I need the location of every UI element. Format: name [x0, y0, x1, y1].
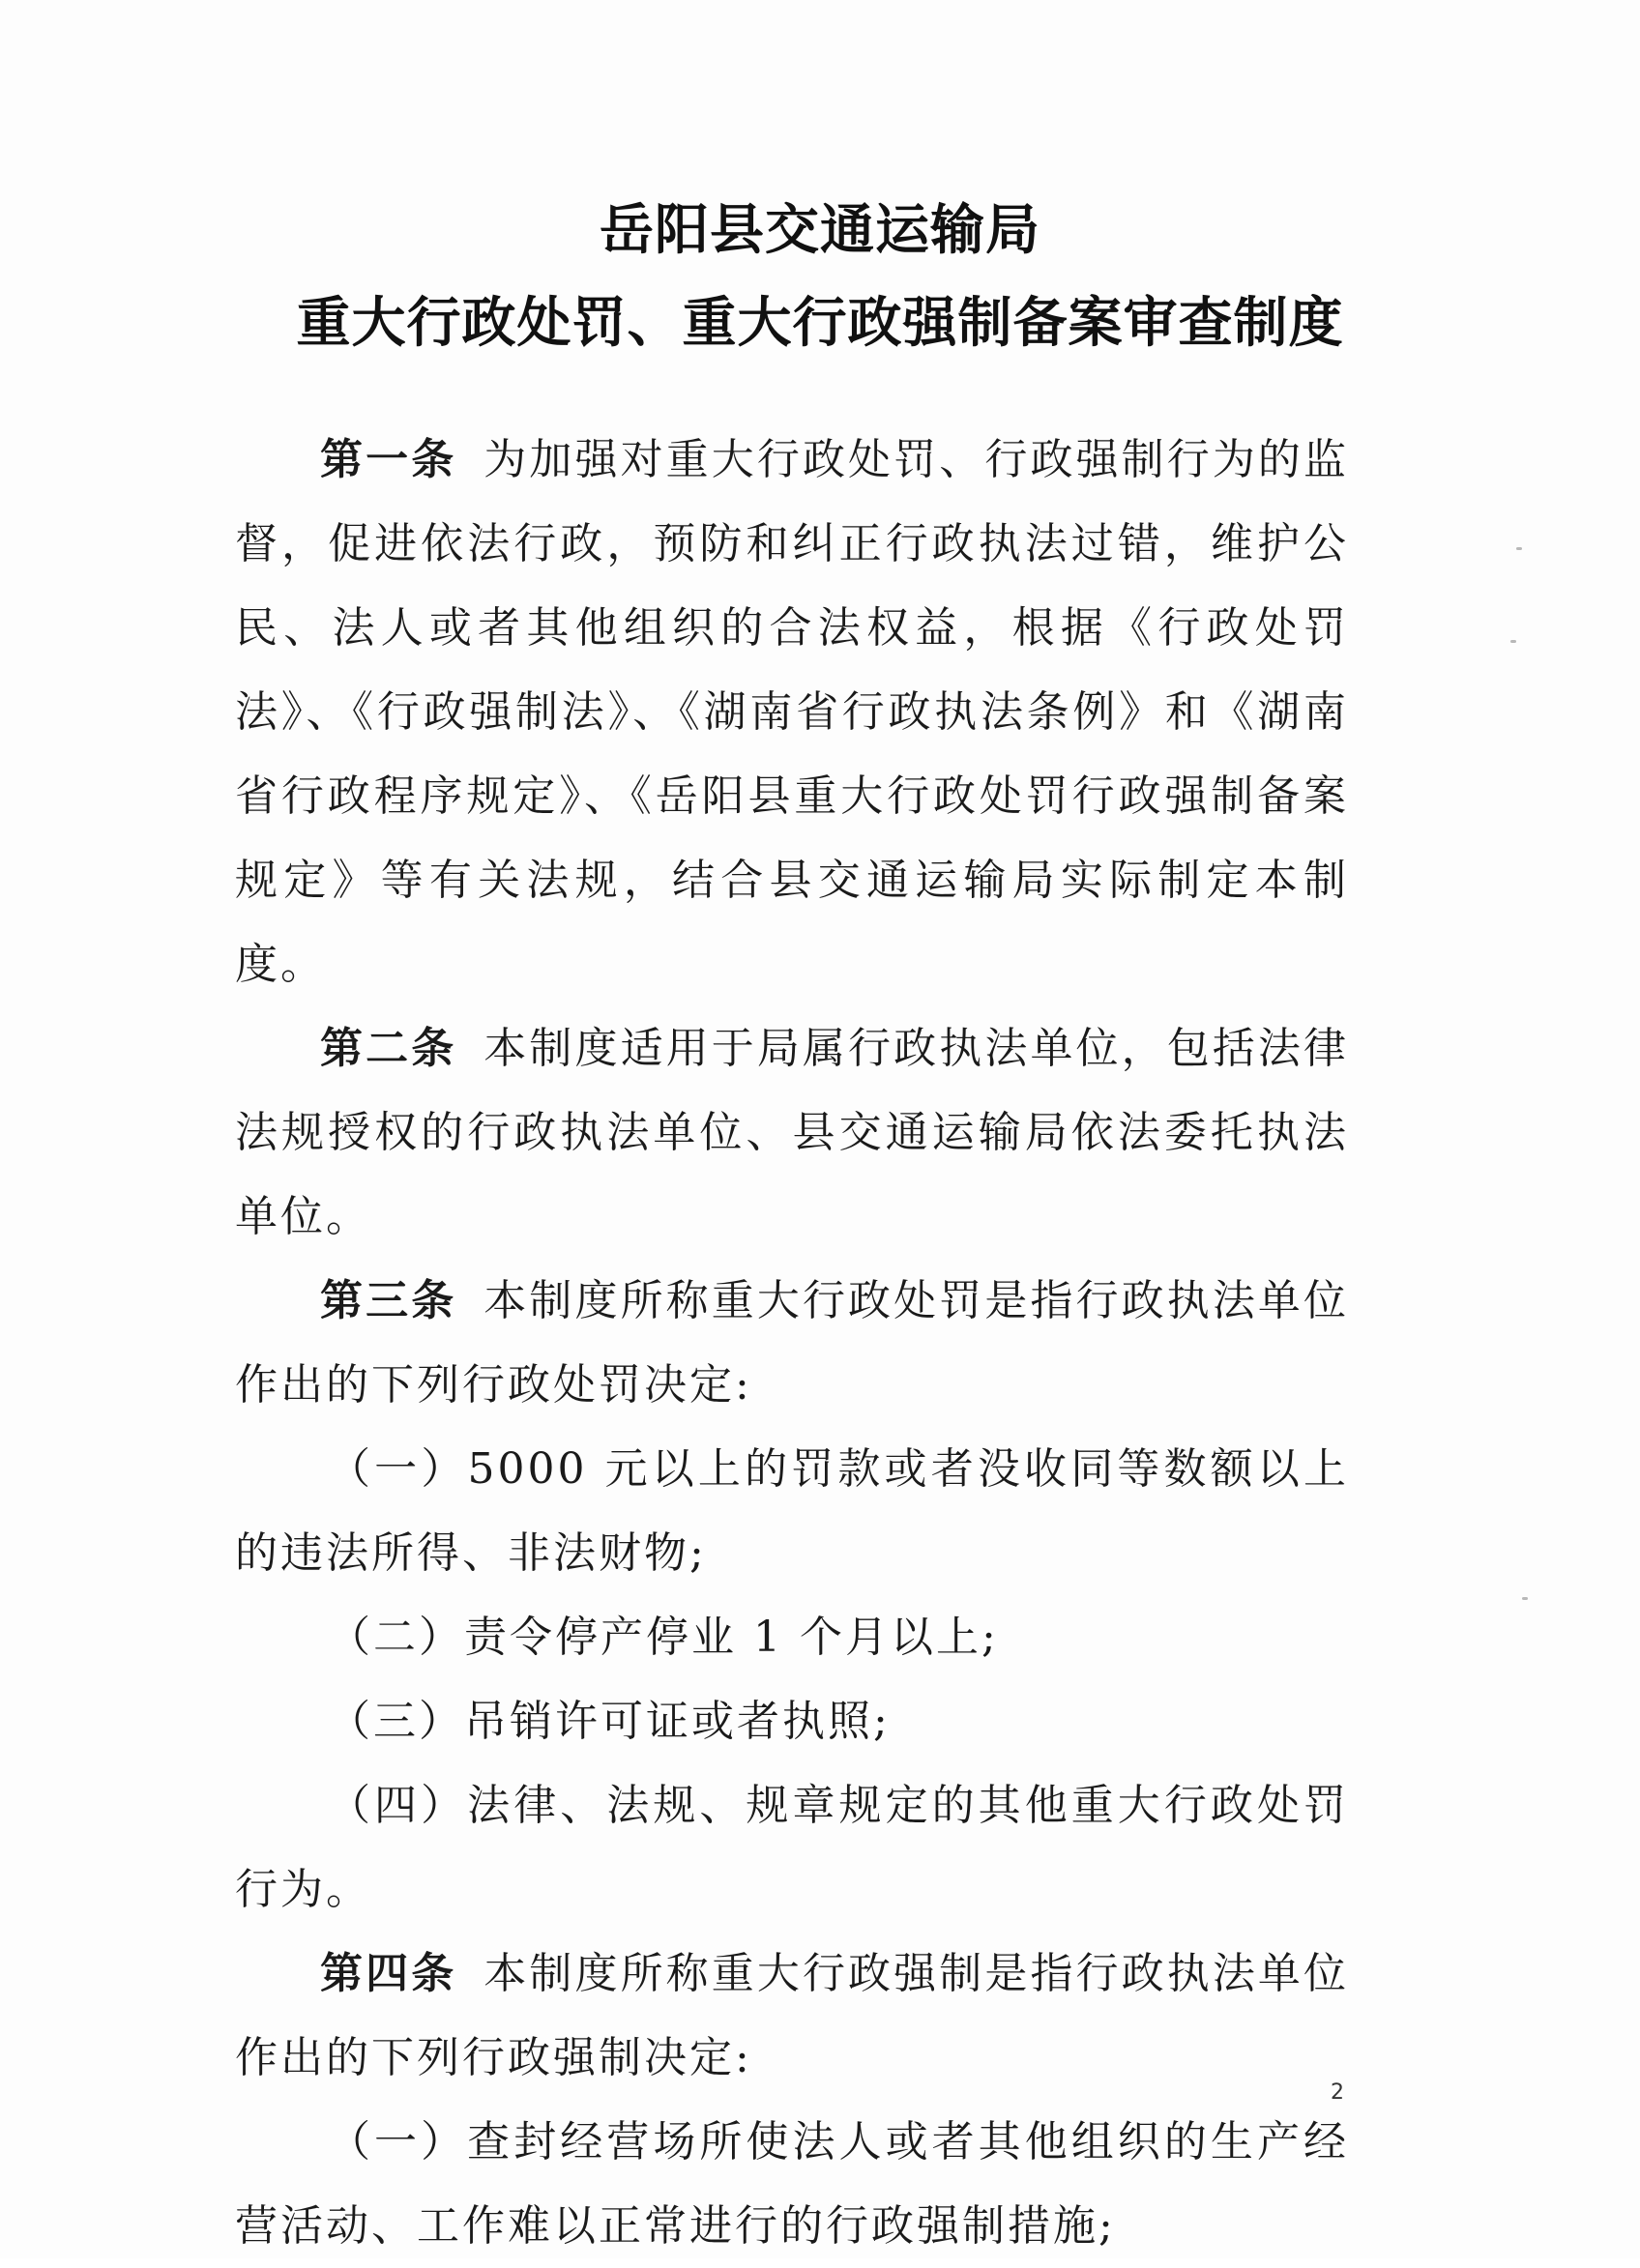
article-2-label: 第二条 — [320, 1024, 457, 1073]
article-4-label: 第四条 — [320, 1949, 457, 1998]
article-3-item-3: （三）吊销许可证或者执照; — [328, 1697, 891, 1746]
article-4-item-1: （一）查封经营场所使法人或者其他组织的生产经营活动、工作难以正常进行的行政强制措施; — [235, 2117, 1349, 2251]
article-2-text: 本制度适用于局属行政执法单位，包括法律法规授权的行政执法单位、县交通运输局依法委托执法单位。 — [235, 1024, 1350, 1241]
title-line-1: 岳阳县交通运输局 — [600, 198, 1040, 262]
scan-speck — [1522, 1597, 1528, 1600]
document-body — [235, 418, 1349, 2268]
article-2 — [235, 1006, 1349, 1259]
article-3-item-1: （一）5000 元以上的罚款或者没收同等数额以上的违法所得、非法财物; — [235, 1444, 1349, 1578]
article-3-item-4: （四）法律、法规、规章规定的其他重大行政处罚行为。 — [235, 1781, 1349, 1914]
scan-speck — [1510, 640, 1516, 643]
article-3-label: 第三条 — [320, 1276, 457, 1325]
article-3 — [235, 1259, 1349, 1427]
scan-speck — [1516, 547, 1522, 550]
article-1-text: 为加强对重大行政处罚、行政强制行为的监督，促进依法行政，预防和纠正行政执法过错，维护公民、法人或者其他组织的合法权益，根据《行政处罚法》、《行政强制法》、《湖南省行政执法条例》和《湖南省行政程序规定》、《岳阳县重大行政处罚行政强制备案规定》等有关法规，结合县交通运输局实际制定本制度。 — [235, 435, 1350, 989]
article-3-text: 本制度所称重大行政处罚是指行政执法单位作出的下列行政处罚决定: — [235, 1276, 1350, 1410]
document-title — [0, 184, 1640, 369]
article-4 — [235, 1932, 1349, 2100]
title-line-2: 重大行政处罚、重大行政强制备案审查制度 — [296, 291, 1344, 355]
article-1-label: 第一条 — [320, 435, 457, 484]
article-3-item-2: （二）责令停产停业 1 个月以上; — [328, 1613, 999, 1662]
page-number: 2 — [1331, 2080, 1344, 2105]
article-1 — [235, 418, 1349, 1006]
article-4-text: 本制度所称重大行政强制是指行政执法单位作出的下列行政强制决定: — [235, 1949, 1350, 2082]
